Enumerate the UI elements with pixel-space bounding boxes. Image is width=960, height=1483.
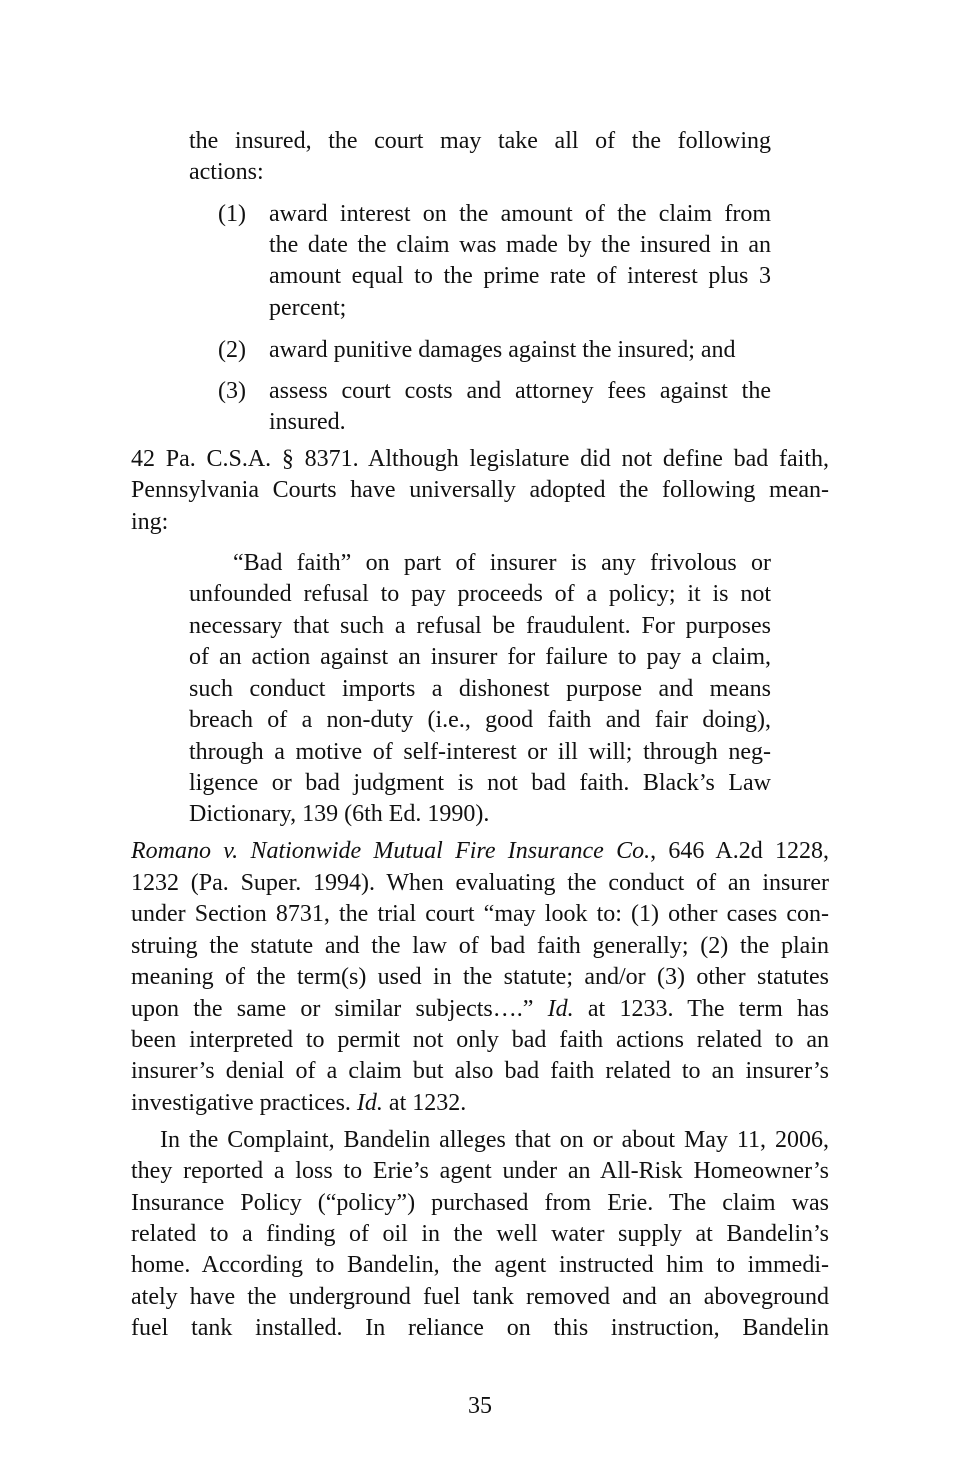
citation-text: , 646 A.2d 1228, [650,838,830,864]
romano-text: upon the same or similar subjects….” [131,996,548,1022]
romano-line [131,993,829,1025]
romano-text: investigative practices. [131,1090,357,1116]
romano-line: under Section 8731, the trial court “may look to: (1) other cases con- [131,901,829,927]
complaint-line: Insurance Policy (“policy”) purchased from Erie. The claim was [131,1190,829,1216]
definition-line: Dictionary, 139 (6th Ed. 1990). [189,801,490,827]
definition-line: ligence or bad judgment is not bad faith. Black’s Law [189,770,771,796]
list-item-line: award punitive damages against the insured; and [269,337,736,363]
romano-text: at 1232. [382,1090,467,1116]
intro-line: actions: [189,159,264,185]
definition-line: of an action against an insurer for failure to pay a claim, [189,644,771,670]
statute-line: Pennsylvania Courts have universally adopted the following mean- [131,477,829,503]
case-citation: Romano v. Nationwide Mutual Fire Insurance Co. [131,838,651,864]
list-item-line: amount equal to the prime rate of interest plus 3 [269,263,771,289]
romano-line: 1232 (Pa. Super. 1994). When evaluating the conduct of an insurer [131,870,829,896]
list-item-line: the date the claim was made by the insured in an [269,232,771,258]
definition-line: necessary that such a refusal be fraudulent. For purposes [189,613,771,639]
romano-line: been interpreted to permit not only bad faith actions related to an [131,1027,829,1053]
page-number: 35 [468,1393,492,1419]
definition-line: through a motive of self-interest or ill will; through neg- [189,739,771,765]
romano-line: insurer’s denial of a claim but also bad faith related to an insurer’s [131,1058,829,1084]
definition-line: unfounded refusal to pay proceeds of a policy; it is not [189,581,771,607]
statute-line: 42 Pa. C.S.A. § 8371. Although legislature did not define bad faith, [131,446,829,472]
id-citation: Id. [547,996,574,1022]
romano-line [131,835,829,867]
definition-line: breach of a non-duty (i.e., good faith and fair doing), [189,707,771,733]
intro-line: the insured, the court may take all of the following [189,128,771,154]
list-item-line: percent; [269,295,347,321]
romano-line: meaning of the term(s) used in the statute; and/or (3) other statutes [131,964,829,990]
definition-line: “Bad faith” on part of insurer is any frivolous or [233,550,771,576]
list-item-number: (1) [218,201,246,227]
complaint-line: fuel tank installed. In reliance on this instruction, Bandelin [131,1315,829,1341]
list-item-line: assess court costs and attorney fees against the [269,378,771,404]
complaint-line: ately have the underground fuel tank removed and an aboveground [131,1284,829,1310]
romano-line [131,1087,829,1119]
romano-text: at 1233. The term has [573,996,829,1022]
id-citation: Id. [356,1090,383,1116]
list-item-line: insured. [269,409,346,435]
complaint-line: related to a finding of oil in the well water supply at Bandelin’s [131,1221,829,1247]
romano-line: struing the statute and the law of bad faith generally; (2) the plain [131,933,829,959]
complaint-line: they reported a loss to Erie’s agent under an All-Risk Homeowner’s [131,1158,829,1184]
complaint-line: In the Complaint, Bandelin alleges that on or about May 11, 2006, [160,1127,829,1153]
statute-line: ing: [131,509,169,535]
list-item-number: (2) [218,337,246,363]
complaint-line: home. According to Bandelin, the agent instructed him to immedi- [131,1252,829,1278]
list-item-number: (3) [218,378,246,404]
definition-line: such conduct imports a dishonest purpose and means [189,676,771,702]
list-item-line: award interest on the amount of the claim from [269,201,771,227]
